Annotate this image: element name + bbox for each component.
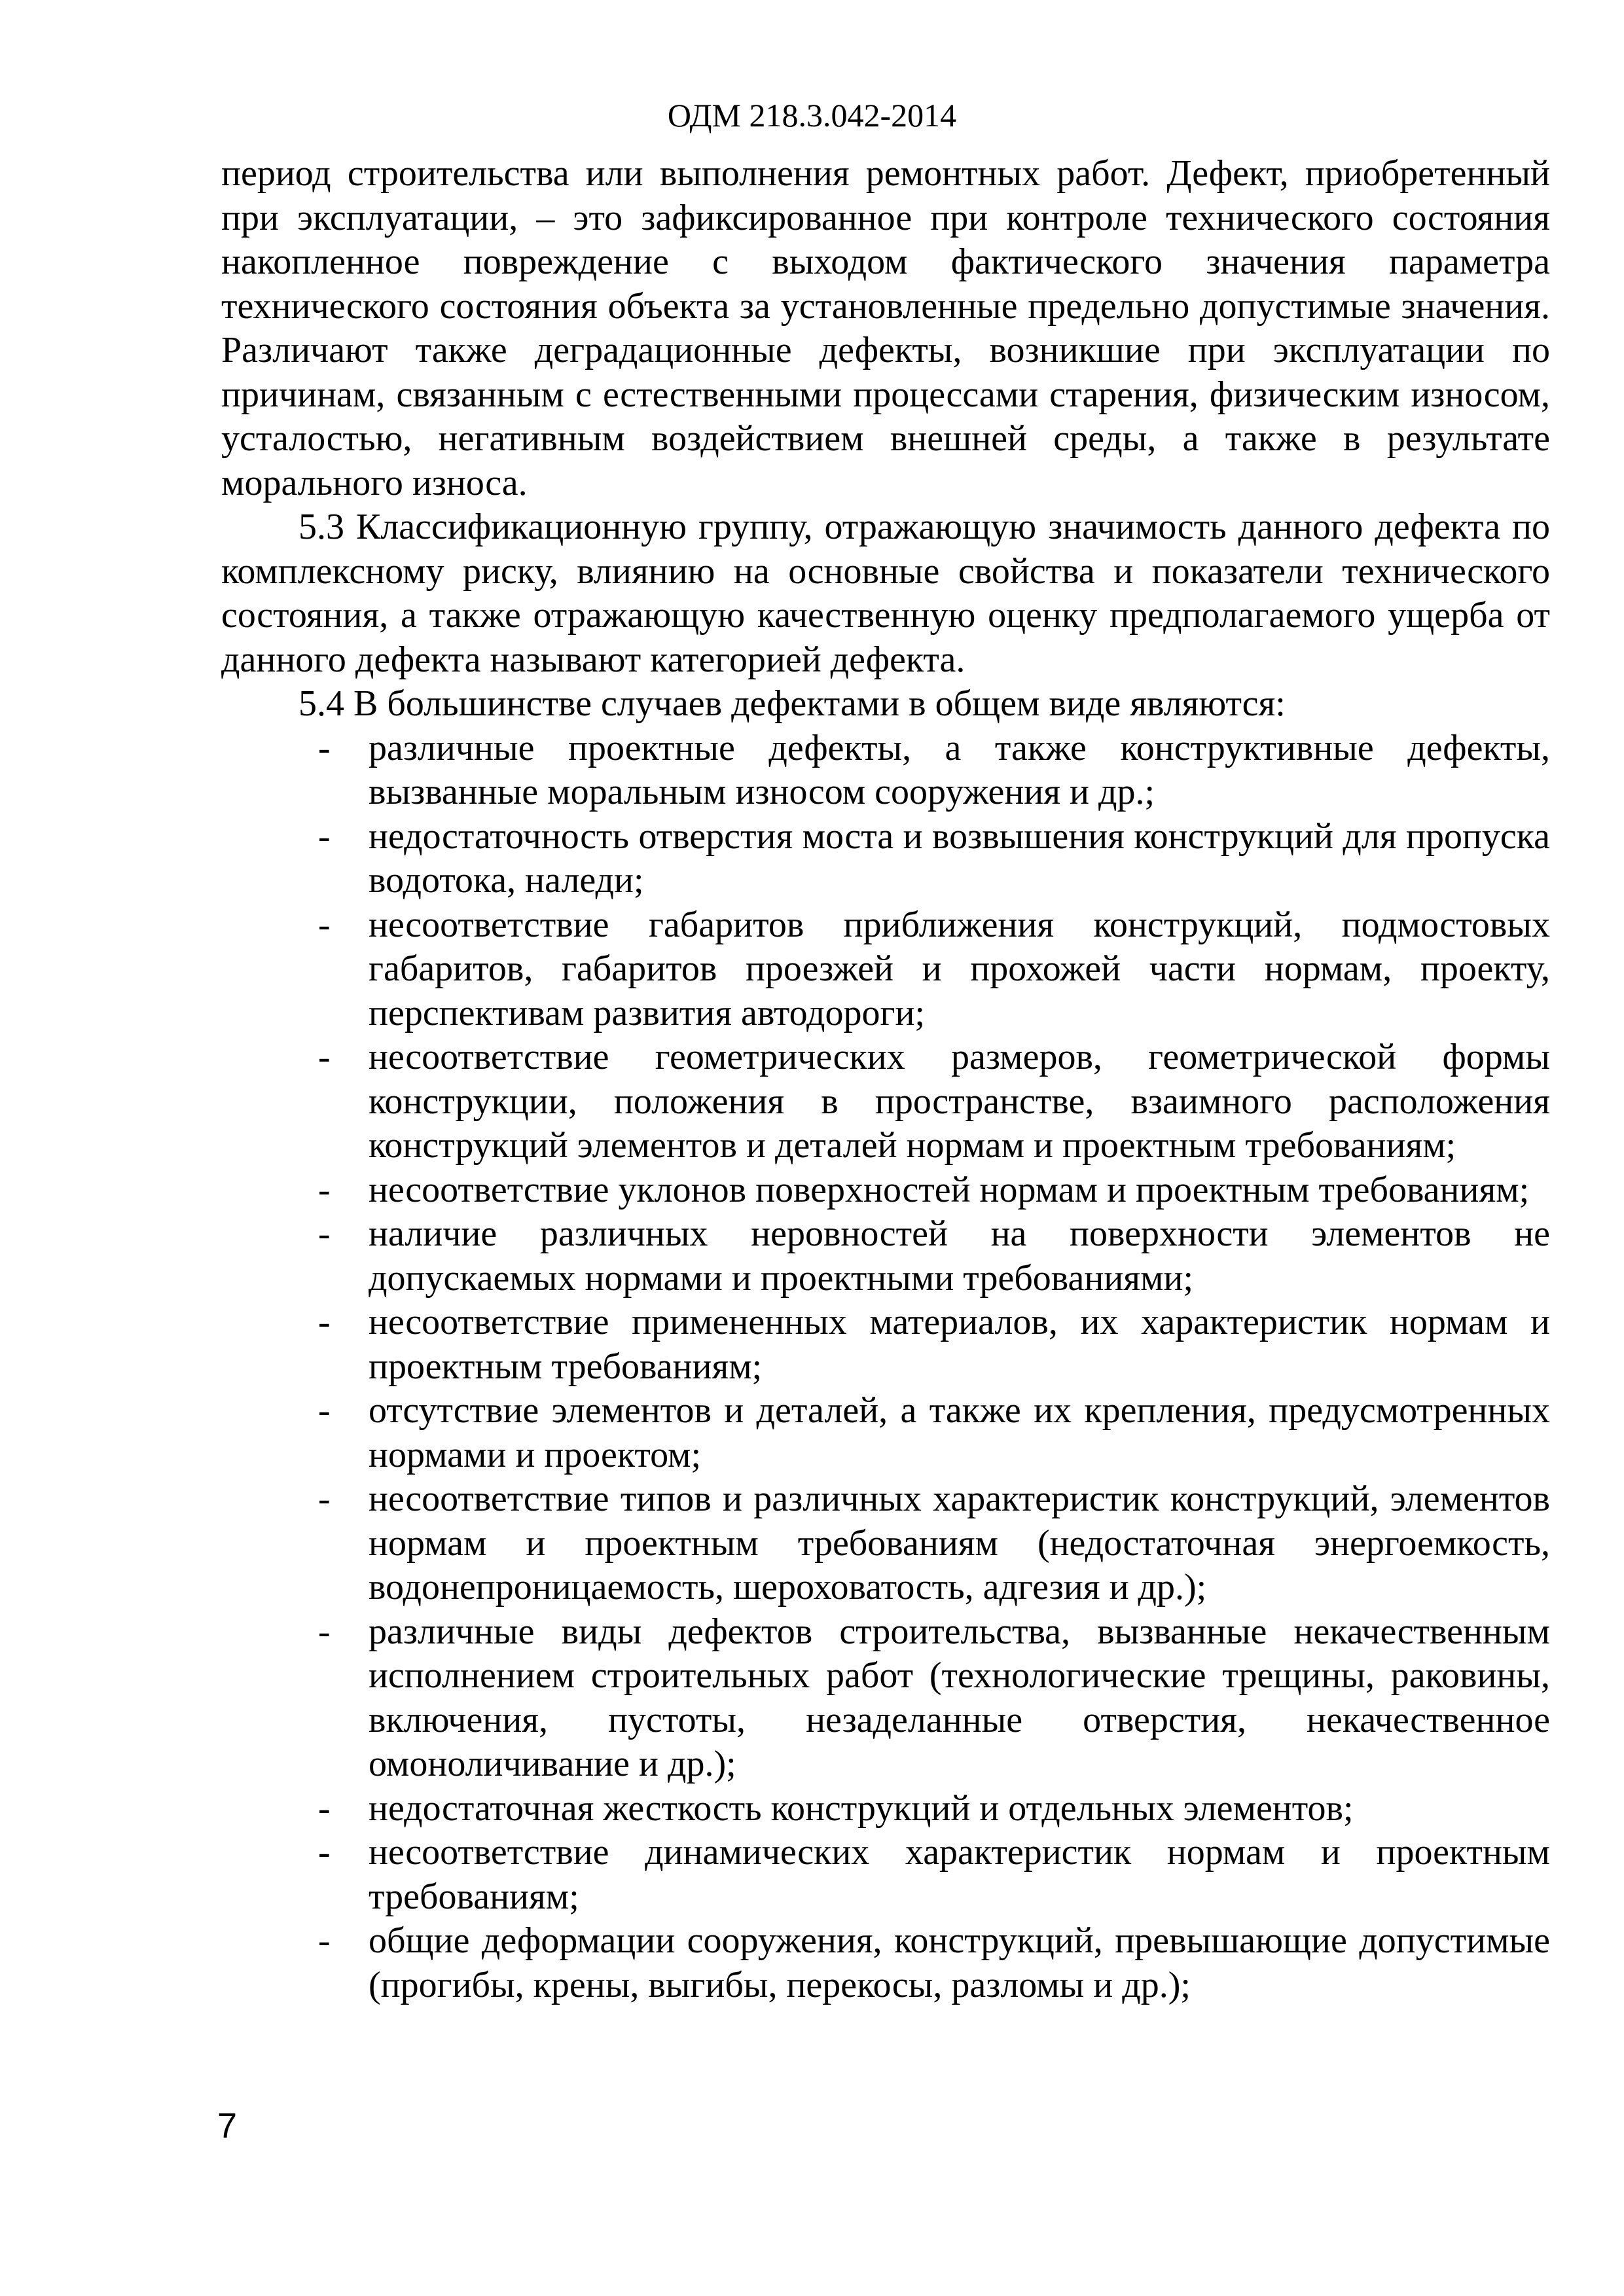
list-bullet: - — [318, 1390, 331, 1431]
list-bullet: - — [318, 1302, 331, 1342]
list-bullet: - — [318, 1479, 331, 1519]
list-bullet: - — [318, 727, 331, 768]
defect-list-item-text: несоответствие динамических характеристик нормам и проектным требованиям; — [369, 1832, 1550, 1917]
defect-list-item — [221, 1389, 1550, 1477]
defect-list-item-text: различные виды дефектов строительства, вызванные некачественным исполнением строительных работ (технологические трещины, раковины, включения, пустоты, незаделанные отверстия, некачественное омоноличивание и др.); — [369, 1611, 1550, 1784]
defect-list-item — [221, 726, 1550, 815]
defect-list-item-text: несоответствие габаритов приближения конструкций, подмостовых габаритов, габаритов проезжей и прохожей части нормам, проекту, перспективам развития автодороги; — [369, 904, 1550, 1033]
page-body — [221, 152, 1550, 2007]
defect-list-item-text: несоответствие геометрических размеров, геометрической формы конструкции, положения в пространстве, взаимного расположения конструкций элементов и деталей нормам и проектным требованиям; — [369, 1037, 1550, 1166]
defect-list-item — [221, 1610, 1550, 1787]
defect-list-item — [221, 1831, 1550, 1919]
list-bullet: - — [318, 1920, 331, 1961]
list-bullet: - — [318, 1037, 331, 1077]
defect-list-item-text: недостаточная жесткость конструкций и отдельных элементов; — [369, 1787, 1354, 1829]
defect-list-item — [221, 1035, 1550, 1168]
defect-list-item-text: различные проектные дефекты, а также конструктивные дефекты, вызванные моральным износом сооружения и др.; — [369, 727, 1550, 812]
defect-list-item — [221, 1919, 1550, 2007]
defect-list-item — [221, 903, 1550, 1036]
defects-list — [221, 726, 1550, 2008]
paragraph-5-3: 5.3 Классификационную группу, отражающую значимость данного дефекта по комплексному риску, влиянию на основные свойства и показатели технического состояния, а также отражающую качественную оценку предполагаемого ущерба от данного дефекта называют категорией дефекта. — [221, 507, 1550, 680]
page-number: 7 — [217, 2106, 238, 2145]
list-bullet: - — [318, 1213, 331, 1254]
list-bullet: - — [318, 1611, 331, 1652]
intro-paragraph: период строительства или выполнения ремонтных работ. Дефект, приобретенный при эксплуатации, – это зафиксированное при контроле технического состояния накопленное повреждение с выходом фактического значения параметра технического состояния объекта за установленные предельно допустимые значения. Различают также деградационные дефекты, возникшие при эксплуатации по причинам, связанным с естественными процессами старения, физическим износом, усталостью, негативным воздействием внешней среды, а также в результате морального износа. — [221, 153, 1550, 503]
list-bullet: - — [318, 1169, 331, 1210]
defect-list-item-text: несоответствие уклонов поверхностей нормам и проектным требованиям; — [369, 1169, 1530, 1210]
defect-list-item — [221, 1212, 1550, 1300]
defect-list-item-text: недостаточность отверстия моста и возвышения конструкций для пропуска водотока, наледи; — [369, 816, 1550, 901]
list-bullet: - — [318, 904, 331, 945]
defect-list-item — [221, 815, 1550, 903]
defect-list-item — [221, 1477, 1550, 1610]
defect-list-item-text: наличие различных неровностей на поверхности элементов не допускаемых нормами и проектными требованиями; — [369, 1213, 1550, 1299]
defect-list-item-text: общие деформации сооружения, конструкций, превышающие допустимые (прогибы, крены, выгибы, перекосы, разломы и др.); — [369, 1920, 1550, 2005]
paragraph-5-4: 5.4 В большинстве случаев дефектами в общем виде являются: — [298, 683, 1286, 724]
defect-list-item-text: несоответствие примененных материалов, их характеристик нормам и проектным требованиям; — [369, 1302, 1550, 1387]
list-bullet: - — [318, 1787, 331, 1829]
defect-list-item-text: отсутствие элементов и деталей, а также их крепления, предусмотренных нормами и проектом; — [369, 1390, 1550, 1475]
list-bullet: - — [318, 816, 331, 857]
list-bullet: - — [318, 1832, 331, 1873]
defect-list-item — [221, 1300, 1550, 1389]
defect-list-item — [221, 1168, 1550, 1213]
document-code-header: ОДМ 218.3.042-2014 — [667, 97, 957, 134]
defect-list-item — [221, 1787, 1550, 1831]
defect-list-item-text: несоответствие типов и различных характеристик конструкций, элементов нормам и проектным требованиям (недостаточная энергоемкость, водонепроницаемость, шероховатость, адгезия и др.); — [369, 1479, 1550, 1607]
